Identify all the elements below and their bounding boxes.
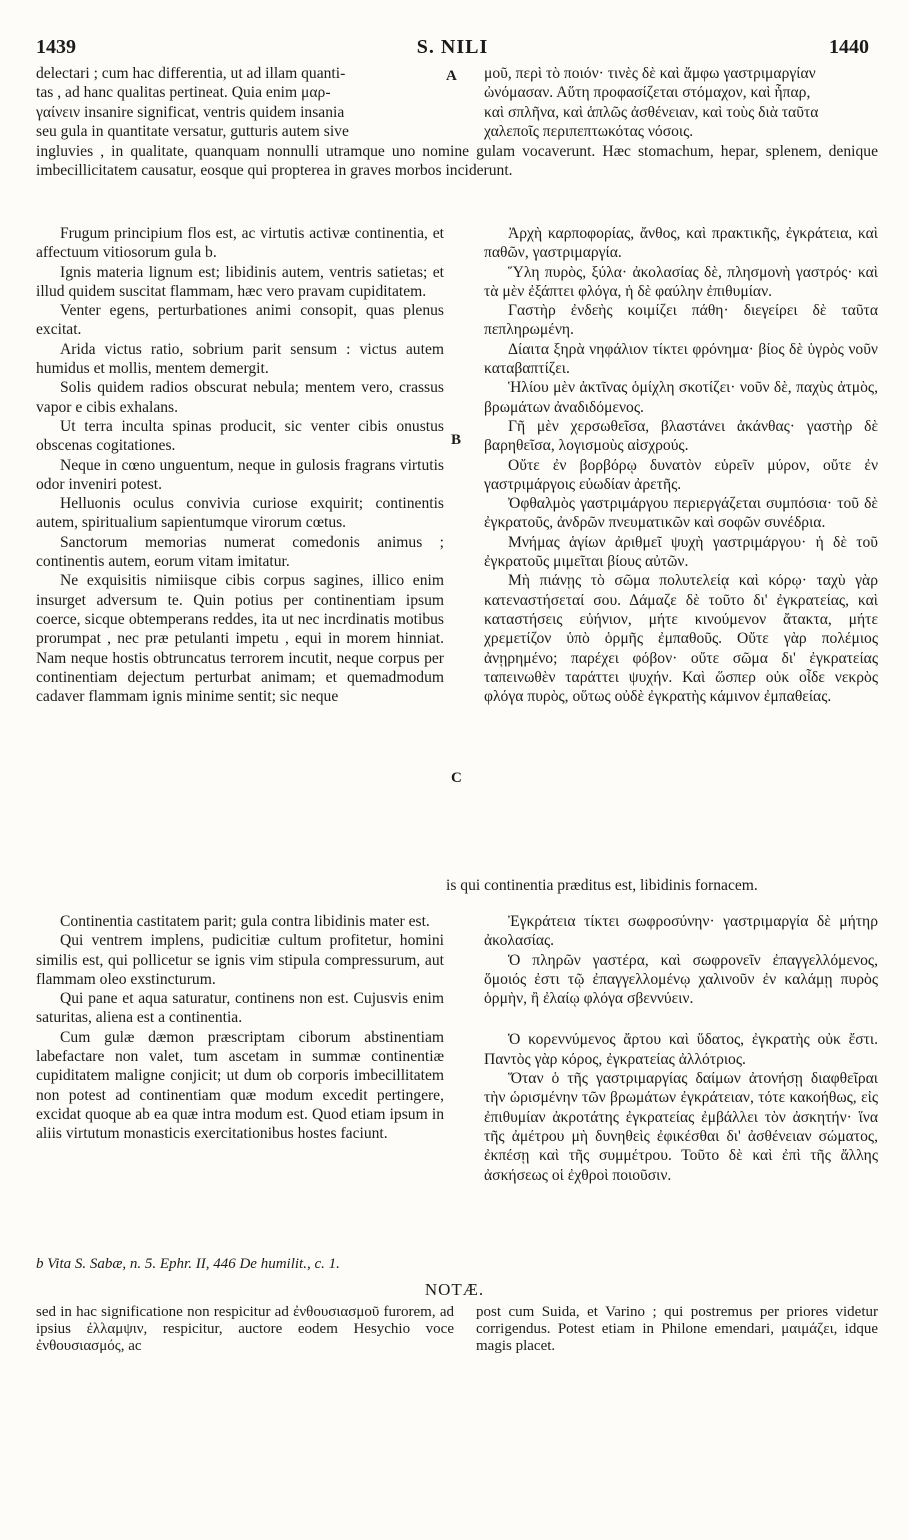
- notae-heading: NOTÆ.: [424, 1280, 485, 1299]
- latin-sentence: Ne exquisitis nimiisque cibis corpus sagines, illico enim insurget adversum te. Quin potius per continentiam ipsum coerce, sicque obtemperans reddes, ita ut nec incrdinatis motibus prorumpat , nec præ petulanti impetu , equi in morem hinniat. Nam neque hostis obtruncatus terrorem incutit, neque corpus per continentiam dejectum perturbat animam; et quemadmodum cadaver flammam ignis minime sentit; sic neque: [36, 572, 444, 706]
- paragraph-text: ingluvies , in qualitate, quanquam nonnulli utramque uno nomine gulam vocaverunt. Hæc stomachum, hepar, splenem, denique imbecillicitatem causatur, eosque qui propterea in graves morbos inciderunt.: [36, 143, 878, 180]
- latin-column: [36, 224, 444, 706]
- margin-letter-b: B: [451, 432, 462, 448]
- greek-sentence: Ἀρχὴ καρποφορίας, ἄνθος, καὶ πρακτικῆς, ἐγκράτεια, καὶ παθῶν, γαστριμαργία.: [484, 225, 878, 262]
- latin-full-width-paragraph: [36, 142, 878, 181]
- margin-letter-a: A: [446, 68, 457, 84]
- latin-sentence: Venter egens, perturbationes animi consopit, quas plenus excitat.: [36, 302, 444, 339]
- left-page-number: 1439: [36, 36, 76, 58]
- latin-line: delectari ; cum hac differentia, ut ad illam quanti-: [36, 65, 346, 82]
- greek-line: χαλεποῖς περιπεπτωκότας νόσοις.: [484, 122, 694, 140]
- greek-sentence: Ὁ κορεννύμενος ἄρτου καὶ ὕδατος, ἐγκρατὴς οὐκ ἔστι. Παντὸς γὰρ κόρος, ἐγκρατείας ἀλλότριος.: [484, 1031, 878, 1068]
- greek-sentence: Μὴ πιάνῃς τὸ σῶμα πολυτελείᾳ καὶ κόρῳ· ταχὺ γὰρ κατεναστήσεταί σου. Δάμαζε δὲ τοῦτο δι' ἐγκρατείας, καὶ καταστήσεις εὐήνιον, μήτε κινούμενον ἄτακτα, μήτε χρεμετίζον ὑπὸ ὁρμῆς ἐμπαθοῦς. Οὔτε γὰρ πολέμιος ἀνῃρημένο; παρέχει φόβον· οὔτε σῶμα δι' ἐγκρατείας ταπεινωθὲν ταράττει ψυχήν. Καὶ ὥσπερ οὐκ οἶδε νεκρὸς φλόγα πυρὸς, οὕτως οὐδὲ ἐγκρατὴς κάμινον ἐμπαθείας.: [484, 572, 878, 706]
- latin-line: γαίνειν insanire significat, ventris quidem insania: [36, 103, 345, 121]
- latin-sentence: Sanctorum memorias numerat comedonis animus ; continentis autem, eorum vitam imitatur.: [36, 533, 444, 571]
- greek-sentence: Ἡλίου μὲν ἀκτῖνας ὁμίχλη σκοτίζει· νοῦν δὲ, παχὺς ἀτμὸς, βρωμάτων ἀναδιδόμενος.: [484, 379, 878, 416]
- paragraph-text: is qui continentia præditus est, libidinis fornacem.: [446, 877, 758, 894]
- greek-sentence: Μνήμας ἁγίων ἀριθμεῖ ψυχὴ γαστριμάργου· ἡ δὲ τοῦ ἐγκρατοῦς μιμεῖται βίους αὐτῶν.: [484, 533, 878, 571]
- latin-sentence: Qui ventrem implens, pudicitiæ cultum profitetur, homini similis est, qui pollicetur se ignis vim stipula compressurum, aut flammam oleo exstincturum.: [36, 932, 444, 988]
- notes-left: sed in hac significatione non respicitur ad ἐνθουσιασμοῦ furorem, ad ipsius ἐλλαμψιν, respicitur, auctore eodem Hesychio voce ἐνθουσιασμός, ac: [36, 1304, 454, 1354]
- greek-sentence: Ὅταν ὁ τῆς γαστριμαργίας δαίμων ἀτονήσῃ διαφθεῖραι τὴν ὡρισμένην τῶν βρωμάτων ἐγκράτειαν, τότε κακοήθως, εἰς ἐπιθυμίαν ἀκροτάτης ἐγκρατείας ἐμβάλλει τὸν ἀσκητήν· ἵνα τῆς ἀμέτρου μὴ δυνηθεὶς ἐφικέσθαι δι' ἀσθένειαν σώματος, ἐκπέσῃ καὶ τῆς συμμέτρου. Τοῦτο δὲ καὶ ἐπὶ τῆς ἄλλης ἀσκήσεως οἱ ἐχθροὶ ποιοῦσιν.: [484, 1070, 878, 1184]
- latin-column-2: [36, 912, 444, 1144]
- latin-sentence: Cum gulæ dæmon præscriptam ciborum abstinentiam labefactare non valet, tum ascetam in summæ continentiæ cupiditatem maligne conjicit; ut dum ob corporis imbecillitatem non potest ad continentiam quæ modum excedit pertingere, excidat quoque ab ea quæ intra modum est. Quod etiam ipsum in aliis virtutum monasticis exercitationibus hostes faciunt.: [36, 1028, 444, 1143]
- greek-sentence: Γῆ μὲν χερσωθεῖσα, βλαστάνει ἀκάνθας· γαστὴρ δὲ βαρηθεῖσα, λογισμοὺς αἰσχρούς.: [484, 417, 878, 455]
- latin-sentence: Frugum principium flos est, ac virtutis activæ continentia, et affectuum vitiosorum gula b.: [36, 225, 444, 262]
- greek-column: [484, 224, 878, 706]
- latin-sentence: Continentia castitatem parit; gula contra libidinis mater est.: [60, 913, 430, 930]
- notes-right: post cum Suida, et Varino ; qui postremus per priores videtur corrigendus. Potest etiam in Philone emendari, μαιμάζει, idque magis placet.: [476, 1304, 878, 1354]
- latin-sentence: Ut terra inculta spinas producit, sic venter cibis onustus obscenas cogitationes.: [36, 417, 444, 455]
- running-title: S. NILI: [416, 36, 489, 58]
- footnote: b Vita S. Sabæ, n. 5. Ephr. II, 446 De humilit., c. 1.: [36, 1256, 340, 1272]
- greek-line: καὶ σπλῆνα, καὶ ἁπλῶς ἀσθένειαν, καὶ τοὺς διὰ ταῦτα: [484, 103, 819, 121]
- latin-line: tas , ad hanc qualitas pertineat. Quia enim μαρ-: [36, 84, 331, 102]
- greek-sentence: Γαστὴρ ἐνδεὴς κοιμίζει πάθη· διεγείρει δὲ ταῦτα πεπληρωμένη.: [484, 302, 878, 339]
- greek-sentence: Ἐγκράτεια τίκτει σωφροσύνην· γαστριμαργία δὲ μήτηρ ἀκολασίας.: [484, 913, 878, 950]
- greek-line: ὠνόμασαν. Αὕτη προφασίζεται στόμαχον, καὶ ἧπαρ,: [484, 84, 811, 102]
- greek-sentence: Οὔτε ἐν βορβόρῳ δυνατὸν εὑρεῖν μύρον, οὔτε ἐν γαστριμάργοις εὐωδίαν ἀρετῆς.: [484, 456, 878, 493]
- greek-line: μοῦ, περὶ τὸ ποιόν· τινὲς δὲ καὶ ἄμφω γαστριμαργίαν: [484, 65, 816, 82]
- latin-line: seu gula in quantitate versatur, gutturis autem sive: [36, 122, 349, 140]
- greek-opening: [484, 64, 878, 141]
- greek-column-2: [484, 912, 878, 1185]
- latin-sentence: Helluonis oculus convivia curiose exquirit; continentis autem, spiritualium sapientumque virorum cœtus.: [36, 495, 444, 532]
- latin-sentence: Qui pane et aqua saturatur, continens non est. Cujusvis enim saturitas, aliena est a continentia.: [36, 990, 444, 1027]
- latin-sentence: Arida victus ratio, sobrium parit sensum : victus autem humidus et mollis, mentem demergit.: [36, 340, 444, 378]
- greek-sentence: Δίαιτα ξηρὰ νηφάλιον τίκτει φρόνημα· βίος δὲ ὑγρὸς νοῦν καταβαπτίζει.: [484, 340, 878, 378]
- latin-sentence: Neque in cœno unguentum, neque in gulosis fragrans virtutis odor inveniri potest.: [36, 456, 444, 493]
- greek-sentence: Ὕλη πυρὸς, ξύλα· ἀκολασίας δὲ, πλησμονὴ γαστρός· καὶ τὰ μὲν ἐξάπτει φλόγα, ἡ δὲ φαύλην ἐπιθυμίαν.: [484, 263, 878, 300]
- greek-sentence: Ὀφθαλμὸς γαστριμάργου περιεργάζεται συμπόσια· τοῦ δὲ ἐγκρατοῦς, ἀνδρῶν πνευματικῶν καὶ σοφῶν συνέδρια.: [484, 495, 878, 532]
- latin-sentence: Ignis materia lignum est; libidinis autem, ventris satietas; et illud quidem suscitat flammam, hæc vero pravam cupiditatem.: [36, 263, 444, 300]
- right-page-number: 1440: [829, 36, 869, 58]
- margin-letter-c: C: [451, 770, 462, 786]
- latin-opening: [36, 64, 444, 141]
- latin-continuation-line: [36, 876, 878, 895]
- page-header: [36, 36, 869, 60]
- latin-sentence: Solis quidem radios obscurat nebula; mentem vero, crassus vapor e cibis exhalans.: [36, 379, 444, 416]
- greek-sentence: Ὁ πληρῶν γαστέρα, καὶ σωφρονεῖν ἐπαγγελλόμενος, ὅμοιός ἐστι τῷ ἐπαγγελλομένῳ χαλινοῦν ἐν καλάμῃ πυρὸς ὁρμὴν, ἢ ἐλαίῳ φλόγα σβεννύειν.: [484, 951, 878, 1008]
